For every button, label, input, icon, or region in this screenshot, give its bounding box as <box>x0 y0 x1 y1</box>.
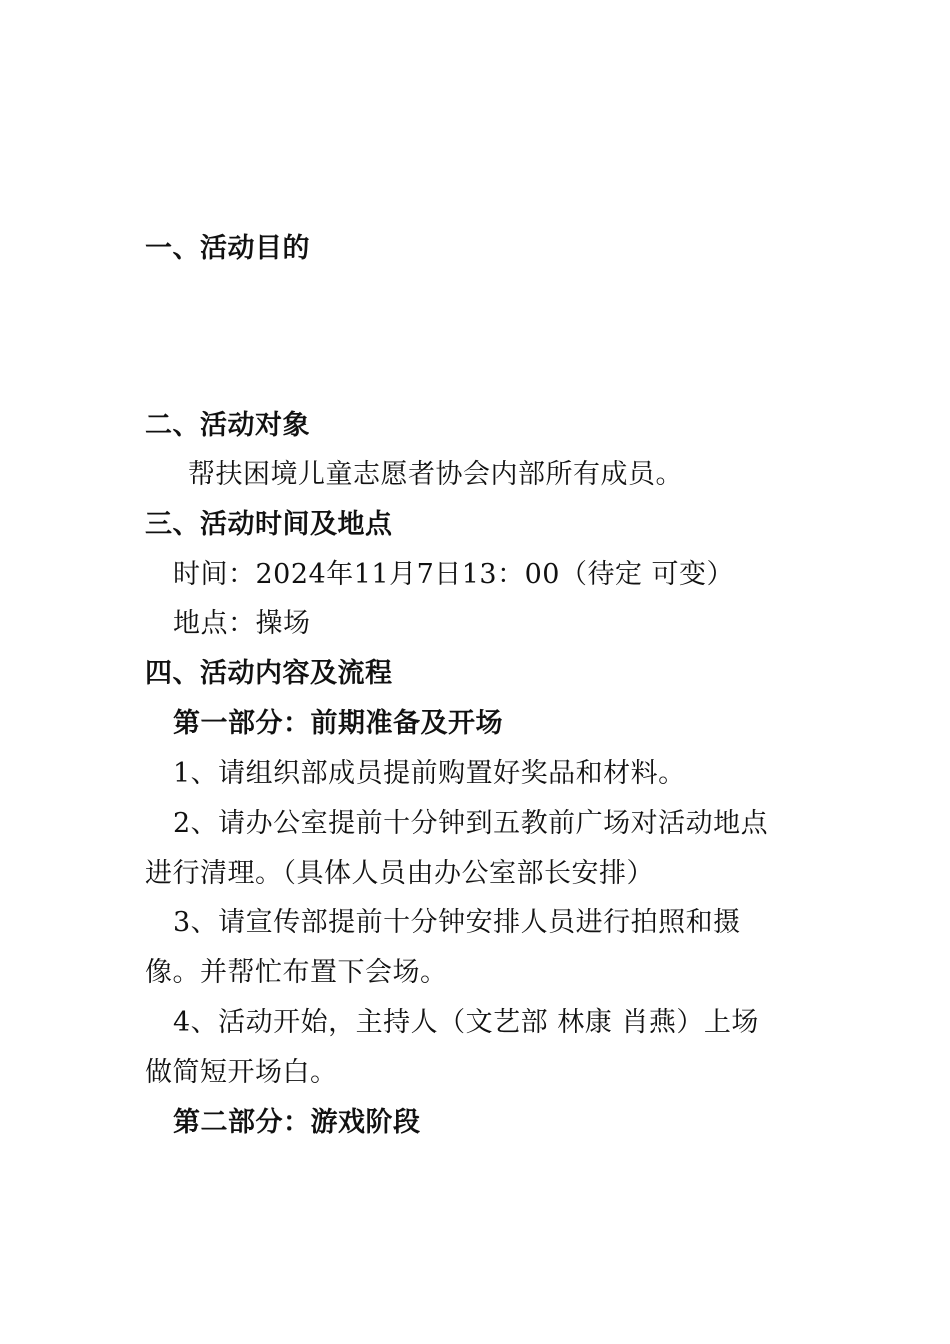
part-two-heading: 第二部分：游戏阶段 <box>173 1107 421 1138</box>
list-item-1: 1、请组织部成员提前购置好奖品和材料。 <box>173 758 686 789</box>
audience-text: 帮扶困境儿童志愿者协会内部所有成员。 <box>188 459 683 490</box>
list-item-3-line-1: 3、请宣传部提前十分钟安排人员进行拍照和摄 <box>173 907 741 938</box>
list-item-3-line-2: 像。并帮忙布置下会场。 <box>145 957 448 988</box>
part-one-heading: 第一部分：前期准备及开场 <box>173 708 503 739</box>
list-item-4-line-2: 做简短开场白。 <box>145 1057 338 1088</box>
section-heading-content-flow: 四、活动内容及流程 <box>145 658 393 689</box>
list-item-2-line-1: 2、请办公室提前十分钟到五教前广场对活动地点 <box>173 808 769 839</box>
list-item-2-line-2: 进行清理。（具体人员由办公室部长安排） <box>145 858 654 889</box>
time-text: 时间：2024年11月7日13：00（待定 可变） <box>173 559 735 590</box>
section-heading-purpose: 一、活动目的 <box>145 233 310 264</box>
place-text: 地点：操场 <box>173 608 311 639</box>
section-heading-time-place: 三、活动时间及地点 <box>145 509 393 540</box>
section-heading-audience: 二、活动对象 <box>145 410 310 441</box>
list-item-4-line-1: 4、活动开始，主持人（文艺部 林康 肖燕）上场 <box>173 1007 759 1038</box>
